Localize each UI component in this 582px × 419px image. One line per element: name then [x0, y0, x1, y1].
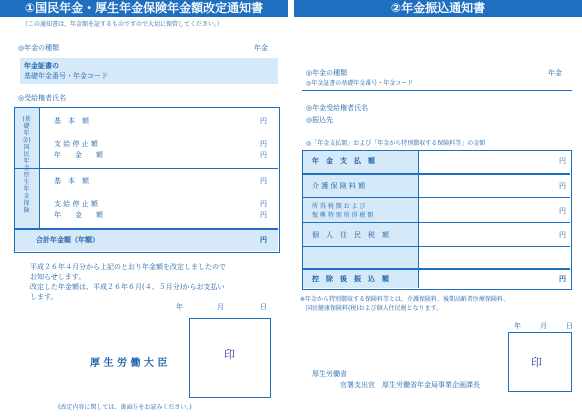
- row-resident-tax: 個 人 住 民 税 額: [312, 231, 389, 239]
- row-suspension-amount-2: 支 給 停 止 額: [54, 200, 98, 208]
- payment-table-header: ◎「年金支払額」および「年金から特別徴収する保険料等」の金額: [306, 140, 486, 147]
- right-note-line-2: 国民健康保険料(税)および個人住民税となります。: [306, 305, 443, 312]
- row-pension-amount-2: 年 金 額: [54, 211, 103, 219]
- payment-row-divider-5: [303, 268, 570, 270]
- right-cert-underline: [302, 90, 572, 91]
- left-footer-note: (改定内容に関しては、裏面ⓑをお読みください。): [58, 404, 192, 411]
- cert-label-line1: 年金証書の: [24, 62, 59, 70]
- pension-type-unit: 年金: [254, 44, 268, 52]
- row-suspension-yen-2: 円: [260, 200, 267, 208]
- row-income-tax-1: 所 得 税 額 お よ び: [312, 203, 366, 210]
- row-suspension-yen: 円: [260, 140, 267, 148]
- payment-row-divider-3: [303, 222, 570, 223]
- row-basic-yen: 円: [260, 117, 267, 125]
- right-pension-type-label: ◎年金の種類: [306, 69, 348, 77]
- right-date-year: 年: [514, 322, 521, 330]
- row-resident-yen: 円: [559, 231, 566, 239]
- left-title-bar: [0, 0, 288, 17]
- right-bank-label: ◎振込先: [306, 116, 334, 124]
- right-seal-mark: 印: [531, 356, 542, 369]
- right-title: ②年金振込通知書: [390, 1, 486, 15]
- group-divider: [15, 168, 278, 169]
- row-pension-amount: 年 金 額: [54, 151, 103, 159]
- right-date-day: 日: [566, 322, 573, 330]
- left-seal-mark: 印: [224, 348, 235, 361]
- row-total-amount: 合計年金額（年額）: [36, 236, 99, 244]
- notice-line-1: 平成２６年４月分から上記のとおり年金額を改定しましたので: [30, 263, 226, 271]
- left-subtitle: （この通知書は、年金額を証するものですので大切に保管してください。）: [22, 21, 224, 28]
- row-basic-amount-2: 基 本 額: [54, 177, 89, 185]
- cert-label-line2: 基礎年金番号・年金コード: [24, 72, 108, 80]
- row-suspension-amount: 支 給 停 止 額: [54, 140, 98, 148]
- right-cert-label: ◎年金証書の基礎年金番号・年金コード: [306, 80, 414, 87]
- notice-line-3: 改定した年金額は、平成２６年６月(４、５月分)からお支払い: [30, 283, 225, 291]
- row-pension-yen: 円: [260, 151, 267, 159]
- left-date-day: 日: [260, 303, 267, 311]
- left-date-year: 年: [176, 303, 183, 311]
- row-income-tax-yen: 円: [559, 207, 566, 215]
- row-payment-amount: 年 金 支 払 額: [312, 157, 375, 165]
- row-basic-yen-2: 円: [260, 177, 267, 185]
- row-income-tax-2: 復 興 特 別 所 得 税 額: [312, 212, 374, 219]
- row-total-yen: 円: [260, 236, 267, 244]
- row-net-transfer: 控 除 後 振 込 額: [312, 275, 389, 283]
- right-note-line-1: ※年金から特別徴収する保険料等とは、介護保険料、後期高齢者医療保険料、: [300, 296, 510, 303]
- ministry-name: 厚生労働省: [312, 370, 347, 378]
- row-pension-yen-2: 円: [260, 211, 267, 219]
- disbursing-official: 官署支出官 厚生労働省年金局事業企画課長: [340, 381, 480, 389]
- row-basic-amount: 基 本 額: [54, 117, 89, 125]
- payment-row-divider-1: [303, 173, 570, 175]
- right-recipient-label: ◎年金受給権者氏名: [306, 104, 369, 112]
- minister-name: 厚 生 労 働 大 臣: [90, 358, 168, 369]
- payment-table: [302, 150, 572, 290]
- payment-row-divider-4: [303, 246, 570, 247]
- row-care-yen: 円: [559, 182, 566, 190]
- notice-line-4: します。: [30, 293, 58, 301]
- welfare-pension-group-label: 厚生年金保険: [23, 172, 30, 214]
- right-title-bar: [294, 0, 582, 17]
- left-title: ①国民年金・厚生年金保険年金額改定通知書: [24, 1, 264, 15]
- left-date-month: 月: [217, 303, 224, 311]
- recipient-label: ◎受給権者氏名: [18, 94, 67, 102]
- row-payment-yen: 円: [559, 157, 566, 165]
- row-care-insurance: 介 護 保 険 料 額: [312, 182, 366, 190]
- row-net-yen: 円: [559, 275, 566, 283]
- national-pension-group-label: (基礎年金)国民年金: [22, 116, 31, 172]
- right-date-month: 月: [540, 322, 547, 330]
- notice-line-2: お知らせします。: [30, 273, 86, 281]
- right-pension-unit: 年金: [548, 69, 562, 77]
- pension-type-label: ◎年金の種類: [18, 44, 60, 52]
- payment-row-divider-2: [303, 197, 570, 198]
